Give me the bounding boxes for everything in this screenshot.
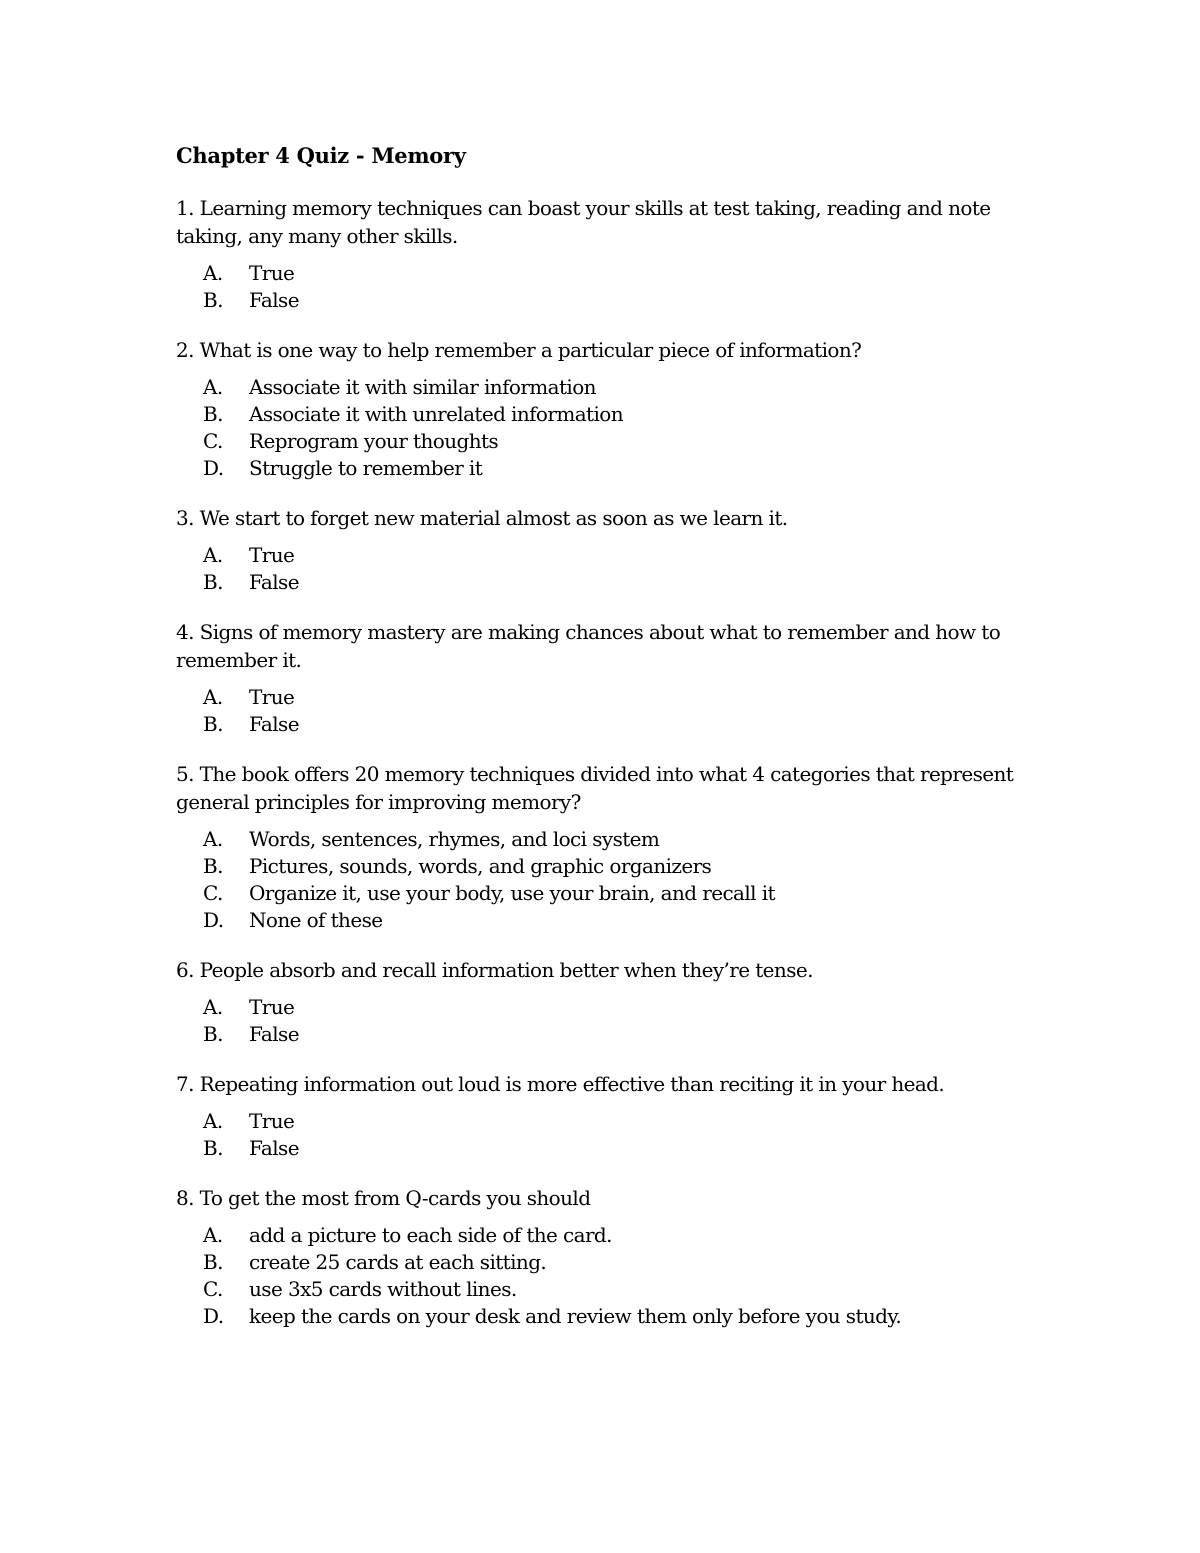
page-title: Chapter 4 Quiz - Memory <box>176 143 466 168</box>
answer-options <box>176 826 1016 934</box>
option-text: create 25 cards at each sitting. <box>249 1250 547 1274</box>
option-letter: B. <box>203 288 223 312</box>
answer-option <box>176 907 1016 934</box>
answer-option <box>176 1135 1016 1162</box>
option-letter: A. <box>203 1109 223 1133</box>
answer-option <box>176 569 1016 596</box>
answer-option <box>176 1021 1016 1048</box>
option-text: Struggle to remember it <box>249 456 483 480</box>
option-letter: D. <box>203 908 224 932</box>
answer-options <box>176 684 1016 738</box>
question-text: 7. Repeating information out loud is more effective than reciting it in your head. <box>176 1072 945 1096</box>
question-2 <box>176 336 1016 482</box>
answer-options <box>176 1222 1016 1330</box>
option-letter: D. <box>203 456 224 480</box>
answer-options <box>176 1108 1016 1162</box>
option-letter: C. <box>203 429 223 453</box>
answer-option <box>176 1108 1016 1135</box>
option-text: True <box>249 261 295 285</box>
option-text: Associate it with similar information <box>249 375 596 399</box>
option-letter: C. <box>203 881 223 905</box>
option-text: Words, sentences, rhymes, and loci system <box>249 827 660 851</box>
answer-option <box>176 542 1016 569</box>
option-text: False <box>249 1136 299 1160</box>
question-1 <box>176 194 1016 314</box>
answer-option <box>176 880 1016 907</box>
question-text: 6. People absorb and recall information better when they’re tense. <box>176 958 813 982</box>
option-text: False <box>249 570 299 594</box>
document-page <box>176 140 1016 1330</box>
option-text: True <box>249 543 295 567</box>
option-letter: B. <box>203 402 223 426</box>
answer-option <box>176 994 1016 1021</box>
answer-options <box>176 260 1016 314</box>
answer-option <box>176 1303 1016 1330</box>
answer-option <box>176 684 1016 711</box>
answer-option <box>176 455 1016 482</box>
answer-option <box>176 401 1016 428</box>
question-5 <box>176 760 1016 934</box>
option-letter: A. <box>203 685 223 709</box>
option-text: None of these <box>249 908 383 932</box>
option-text: False <box>249 712 299 736</box>
answer-option <box>176 1249 1016 1276</box>
question-text: 4. Signs of memory mastery are making chances about what to remember and how to remember it. <box>176 620 1001 672</box>
option-letter: B. <box>203 854 223 878</box>
option-text: keep the cards on your desk and review them only before you study. <box>249 1304 902 1328</box>
option-text: Pictures, sounds, words, and graphic organizers <box>249 854 712 878</box>
question-text: 1. Learning memory techniques can boast your skills at test taking, reading and note taking, any many other skills. <box>176 196 991 248</box>
question-text: 2. What is one way to help remember a particular piece of information? <box>176 338 862 362</box>
option-letter: B. <box>203 1250 223 1274</box>
question-4 <box>176 618 1016 738</box>
answer-options <box>176 542 1016 596</box>
answer-option <box>176 826 1016 853</box>
option-text: False <box>249 288 299 312</box>
option-text: use 3x5 cards without lines. <box>249 1277 517 1301</box>
answer-option <box>176 1222 1016 1249</box>
option-letter: A. <box>203 1223 223 1247</box>
option-letter: B. <box>203 1136 223 1160</box>
question-8 <box>176 1184 1016 1330</box>
option-letter: A. <box>203 261 223 285</box>
option-text: add a picture to each side of the card. <box>249 1223 612 1247</box>
question-text: 8. To get the most from Q-cards you should <box>176 1186 591 1210</box>
option-letter: A. <box>203 375 223 399</box>
option-text: Associate it with unrelated information <box>249 402 623 426</box>
option-text: Reprogram your thoughts <box>249 429 499 453</box>
answer-option <box>176 428 1016 455</box>
answer-option <box>176 711 1016 738</box>
answer-option <box>176 374 1016 401</box>
option-text: True <box>249 685 295 709</box>
option-letter: B. <box>203 712 223 736</box>
answer-option <box>176 260 1016 287</box>
option-text: True <box>249 995 295 1019</box>
option-text: True <box>249 1109 295 1133</box>
option-letter: A. <box>203 543 223 567</box>
option-letter: D. <box>203 1304 224 1328</box>
question-text: 3. We start to forget new material almost as soon as we learn it. <box>176 506 788 530</box>
option-letter: A. <box>203 827 223 851</box>
option-text: False <box>249 1022 299 1046</box>
question-3 <box>176 504 1016 596</box>
answer-option <box>176 853 1016 880</box>
question-7 <box>176 1070 1016 1162</box>
question-text: 5. The book offers 20 memory techniques divided into what 4 categories that represent general principles for improving memory? <box>176 762 1014 814</box>
option-letter: A. <box>203 995 223 1019</box>
answer-option <box>176 287 1016 314</box>
option-text: Organize it, use your body, use your brain, and recall it <box>249 881 775 905</box>
answer-options <box>176 374 1016 482</box>
option-letter: B. <box>203 1022 223 1046</box>
question-list <box>176 194 1016 1330</box>
answer-options <box>176 994 1016 1048</box>
answer-option <box>176 1276 1016 1303</box>
option-letter: B. <box>203 570 223 594</box>
option-letter: C. <box>203 1277 223 1301</box>
question-6 <box>176 956 1016 1048</box>
